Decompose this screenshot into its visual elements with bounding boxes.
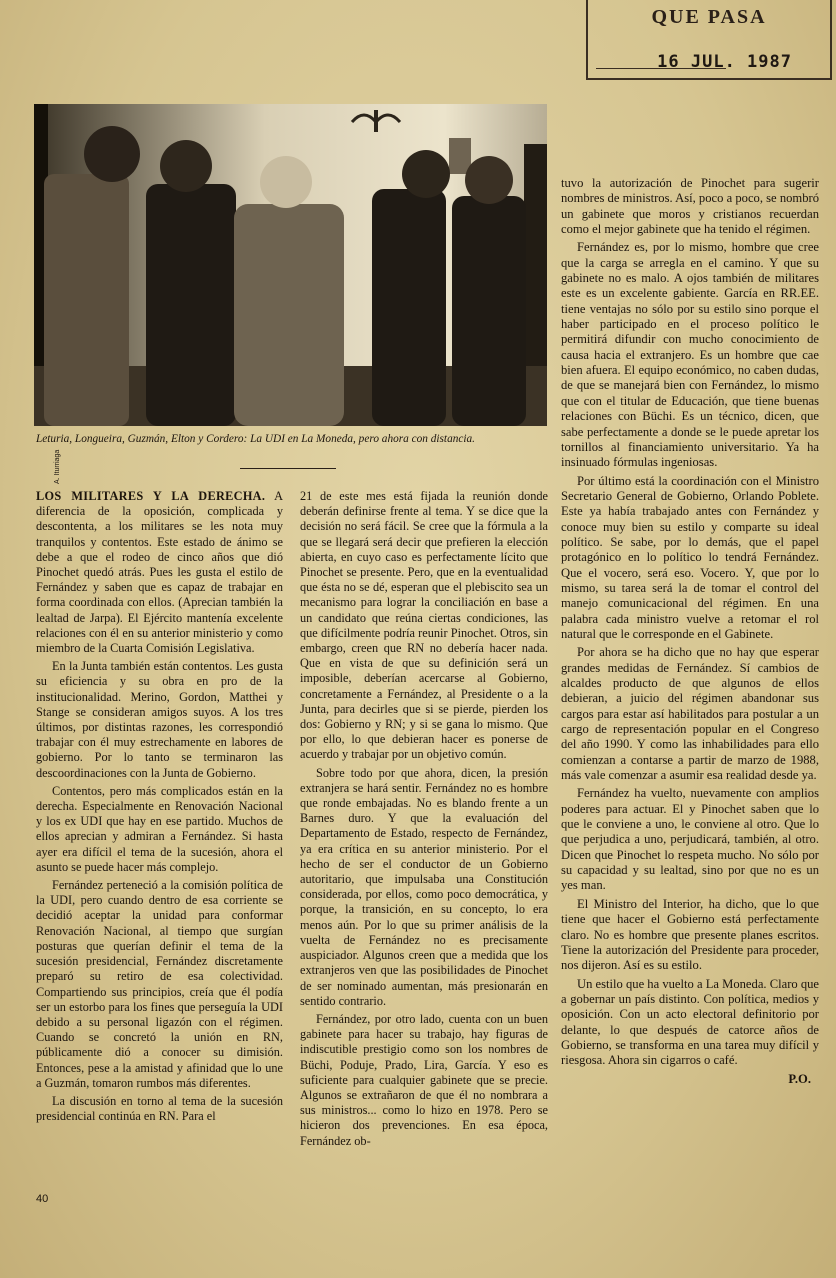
article-column-2: [300, 489, 548, 1152]
paragraph: Fernández es, por lo mismo, hombre que cree que la carga se arregla en el camino. Y que su gabinete no es malo. A ojos también de militares este es un excelente gabiente. García en RR.EE. tiene ventajas no sólo por su estilo sino porque el haber participado en el proceso político le permitirá difundir con mucho conocimiento de causa hacia el extranjero. Es un hombre que cae bien afuera. El equipo económico, no caben dudas, de que se manejará bien con Fernández, lo mismo que con el titular de Educación, que tiene buenas relaciones con Büchi. Es un técnico, dicen, que sabe perfectamente a donde se le puede apretar los tornillos al financiamiento universitario. Ya ha insinuado fórmulas ingeniosas.: [561, 240, 819, 470]
photo-credit: A. Iturriaga: [54, 449, 61, 484]
paragraph: Sobre todo por que ahora, dicen, la presión extranjera se hará sentir. Fernández no es hombre que ronde embajadas. No es blando frente a un Barnes duro. Y que la evaluación del Departamento de Estado, respecto de Fernández, ya era crítica en su anterior ministerio. Por el hecho de ser el conductor de un Gobierno autoritario, que impulsaba una Constitución considerada, por ellos, como poco democrática, y porque, la transición, en su concepto, lo era menos aún. Por lo que su primer análisis de la vuelta de Fernández no es precisamente auspiciador. Algunos creen que a medida que los extranjeros ven que las posibilidades de Pinochet de ser nominado aumentan, más presionarán en sentido contrario.: [300, 765, 548, 1008]
paragraph: Fernández perteneció a la comisión política de la UDI, pero cuando dentro de esa corriente se decidió aceptar la unidad para conformar Renovación Nacional, al tiempo que surgían posturas que querían definir el tema de la sucesión presidencial, Fernández discretamente preparó su retiro de esa colectividad. Compartiendo sus principios, creía que él podía ser un estorbo para los fines que perseguía la UDI debido a su personal ligazón con el régimen. Cuando se concretó la unión en RN, públicamente dió a conocer su dimisión. Entonces, pese a la amistad y afinidad que lo une a Guzmán, tomaron rumbos más diferentes.: [36, 878, 283, 1090]
photo-illustration: [34, 104, 547, 426]
paragraph: Fernández, por otro lado, cuenta con un buen gabinete para hacer su trabajo, hay figuras de indiscutible prestigio como son los nombres de Büchi, Poduje, Prado, Lira, García. Y eso es suficiente para cualquier gabinete que se precie. Algunos se extrañaron de que él no nombrara a sus ministros... como lo hizo en 1978. Pero se hicieron dos prevenciones. En esa época, Fernández ob-: [300, 1011, 548, 1148]
paragraph: Contentos, pero más complicados están en la derecha. Especialmente en Renovación Nacional y los ex UDI que hay en ese partido. Muchos de ellos aprecian y admiran a Fernández. Si hasta ayer era difícil el tema de la sucesión, ahora el asunto se puede hacer más complejo.: [36, 783, 283, 874]
caption-rule: [240, 468, 336, 469]
photo-caption: Leturia, Longueira, Guzmán, Elton y Cordero: La UDI en La Moneda, pero ahora con distancia.: [36, 433, 475, 445]
paragraph: 21 de este mes está fijada la reunión donde deberán definirse frente al tema. Y se dice que la decisión no será fácil. Se cree que la fórmula a la que se llegará será decir que prefieren la elección abierta, en cuyo caso es perfectamente lícito que Pinochet se presente. Pero, que en la eventualidad que ésta no se dé, esperan que el plebiscito sea un mecanismo para lograr la conciliación en base a un candidato que reúna ciertas condiciones, las que difícilmente podría reunir Pinochet. Otros, sin embargo, creen que RN no debería hacer nada. Que en vista de que su definición será un imposible, deberían acercarse al Gobierno, concretamente a Fernández, al Presidente o a la Junta, para decirles que si se pierde, pierden los dos: Gobierno y RN; y si se gana lo mismo. Que por ello, lo que debieran hacer es ponerse de acuerdo y trabajar por un objetivo común.: [300, 489, 548, 762]
author-signature: P.O.: [788, 1071, 811, 1086]
paragraph-text: A diferencia de la oposición, complicada y descontenta, a los militares se les nota muy tranquilos y contentos. Este estado de ánimo se debe a que el rodeo de cinco años que dió Pinochet quedó atrás. Pues les gusta el estilo de Fernández y saben que es capaz de trabajar en forma coordinada con ellos. (Aprecian también la lealtad de Jarpa). El Ejército mantenía excelente relaciones con él en su anterior ministerio y como miembro de la Cuarta Comisión Legislativa.: [36, 489, 283, 656]
paragraph: El Ministro del Interior, ha dicho, que lo que tiene que hacer el Gobierno está perfectamente claro. No es hombre que presente planes escritos. Tiene la autorización del Presidente para proceder, nos dijeron. Así es su estilo.: [561, 896, 819, 973]
paragraph: tuvo la autorización de Pinochet para sugerir nombres de ministros. Así, poco a poco, se nombró un gabinete que moros y cristianos recuerdan como el mejor gabinete que ha tenido el régimen.: [561, 176, 819, 237]
paragraph: Por último está la coordinación con el Ministro Secretario General de Gobierno, Orlando Poblete. Este ya había trabajado antes con Fernández y conoce muy bien su estilo y comparte su ideal político. Se sabe, por lo demás, que el papel protagónico en lo político lo tendrá Fernández. Que el vocero, será eso. Vocero. Y, que por lo mismo, su tarea será la de tomar el control del manejo comunicacional del régimen. En una palabra cada ministro vuelve a retomar el rol natural que le corresponde en el Gabinete.: [561, 473, 819, 641]
archive-stamp: [586, 0, 832, 80]
page-number: 40: [36, 1193, 49, 1205]
paragraph: Fernández ha vuelto, nuevamente con amplios poderes para actuar. El y Pinochet saben que lo que le conviene a uno, le conviene al otro. Que lo que perjudica a uno, perjudicará, también, al otro. Dicen que Pinochet lo respeta mucho. No sólo por su capacidad y su lealtad, sino por que no es un yes man.: [561, 786, 819, 893]
article-column-1: [36, 489, 283, 1127]
paragraph: Un estilo que ha vuelto a La Moneda. Claro que a gobernar un país distinto. Con política, medios y oposición. Con un acto electoral definitorio por delante, lo que después de catorce años de Gobierno, se transforma en una tarea muy difícil y riesgosa. Ahora sin cigarros o café.: [561, 976, 820, 1068]
paragraph: La discusión en torno al tema de la sucesión presidencial continúa en RN. Para el: [36, 1093, 283, 1124]
paragraph: En la Junta también están contentos. Les gusta su eficiencia y su obra en pro de la institucionalidad. Merino, Gordon, Matthei y Stange se consideran amigos suyos. A los tres últimos, por distintas razones, les correspondió trabajar con él muy estrechamente en labores de gobierno. Por lo tanto se terminaron las descoordinaciones con la Junta de Gobierno.: [36, 659, 283, 780]
article-column-3: [561, 176, 819, 1087]
paragraph: Por ahora se ha dicho que no hay que esperar grandes medidas de Fernández. Sí cambios de alcaldes producto de que algunos de ellos debieran, a juicio del régimen abandonar sus cargos para estar así habilitados para postular a un cargo de representación popular en el Congreso del año 1990. Y como las inhabilidades para ello comienzan a contarse a partir de marzo de 1988, más vale comenzar a asumir esa realidad desde ya.: [561, 645, 819, 783]
stamp-title: QUE PASA: [651, 6, 767, 28]
section-heading: LOS MILITARES Y LA DERECHA.: [36, 489, 266, 503]
paragraph: [36, 489, 283, 656]
stamp-date: 16 JUL. 1987: [657, 52, 792, 72]
